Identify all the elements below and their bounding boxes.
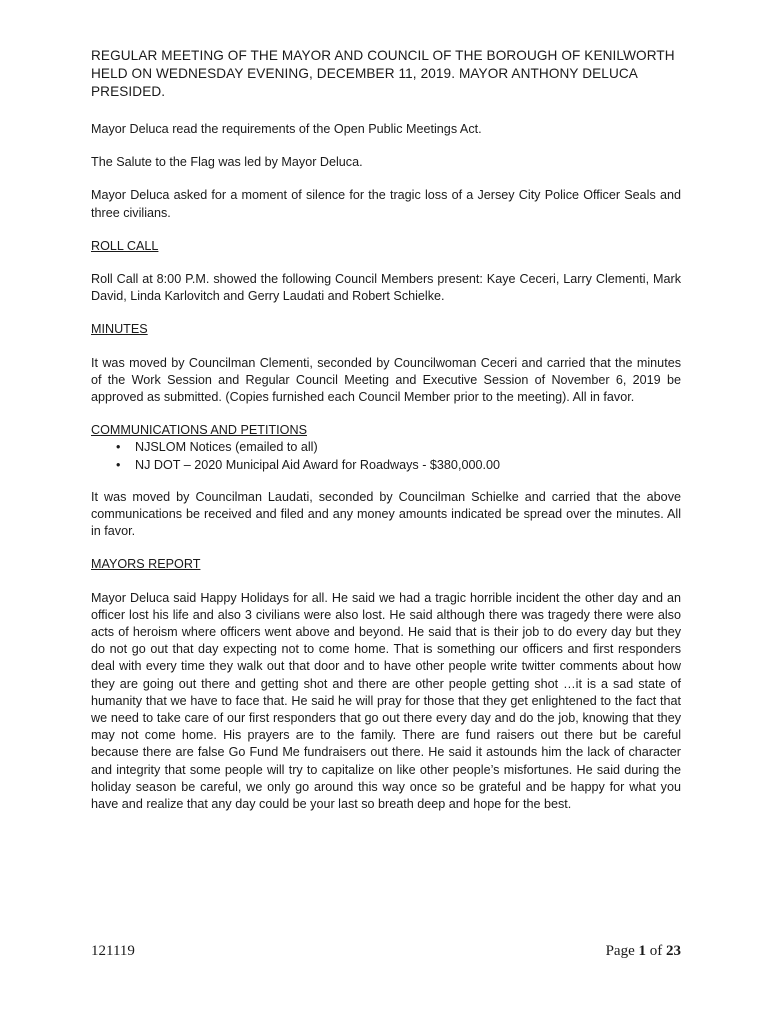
roll-call-text: Roll Call at 8:00 P.M. showed the following Council Members present: Kaye Ceceri, Larry Clementi, Mark David, Linda Karlovitch and Gerry Laudati and Robert Schielke. — [91, 272, 681, 304]
page-indicator — [606, 943, 681, 960]
page-total: 23 — [666, 943, 681, 959]
list-item-text: NJ DOT – 2020 Municipal Aid Award for Roadways - $380,000.00 — [135, 457, 500, 472]
mayors-report-text: Mayor Deluca said Happy Holidays for all. He said we had a tragic horrible incident the other day and an officer lost his life and also 3 civilians were also lost. He said although there was tragedy there were also acts of heroism where officers went above and beyond. He said that is their job to do every day but they do not go out that day expecting not to come home. That is something our officers and first responders deal with every time they walk out that door and to have other people write twitter comments about how they are going out there and getting shot and there are other people getting shot …it is a sad state of humanity that we have to face that. He said he will pray for those that they get enlightened to the fact that we need to take care of our first responders that go out there every day and do the job, knowing that they may not come home. His prayers are to the family. There are fund raisers out there but be careful because there are false Go Fund Me fundraisers out there. He said it astounds him the lack of character and integrity that some people will try to capitalize on like other people’s misfortunes. He said during the holiday season be careful, we only go around this way once so be grateful and be happy for what you have and realize that any day could be your last so breath deep and hope for the best. — [91, 590, 681, 812]
minutes-heading: MINUTES — [91, 322, 148, 337]
footer-date-code: 121119 — [91, 943, 135, 959]
communications-heading: COMMUNICATIONS AND PETITIONS — [91, 423, 307, 438]
intro-paragraph-3: Mayor Deluca asked for a moment of silence for the tragic loss of a Jersey City Police Officer Seals and three civilians. — [91, 188, 681, 220]
bullet-icon: • — [116, 457, 121, 472]
list-item — [91, 439, 681, 456]
document-page — [91, 47, 681, 829]
communications-list — [91, 439, 681, 473]
list-item — [91, 457, 681, 474]
page-number: 1 — [638, 943, 646, 959]
communications-text: It was moved by Councilman Laudati, seconded by Councilman Schielke and carried that the above communications be received and filed and any money amounts indicated be spread over the minutes. All in favor. — [91, 489, 681, 539]
intro-paragraph-2: The Salute to the Flag was led by Mayor Deluca. — [91, 155, 363, 170]
of-word: of — [649, 943, 663, 959]
list-item-text: NJSLOM Notices (emailed to all) — [135, 440, 318, 455]
roll-call-heading: ROLL CALL — [91, 238, 159, 253]
mayors-report-heading: MAYORS REPORT — [91, 557, 201, 572]
intro-paragraph-1: Mayor Deluca read the requirements of the Open Public Meetings Act. — [91, 122, 482, 136]
minutes-text: It was moved by Councilman Clementi, seconded by Councilwoman Ceceri and carried that the minutes of the Work Session and Regular Council Meeting and Executive Session of November 6, 2019 be approved as submitted. (Copies furnished each Council Member prior to the meeting). All in favor. — [91, 355, 681, 405]
meeting-title: REGULAR MEETING OF THE MAYOR AND COUNCIL OF THE BOROUGH OF KENILWORTH HELD ON WEDNESDAY EVENING, DECEMBER 11, 2019. MAYOR ANTHONY DELUCA PRESIDED. — [91, 48, 675, 99]
bullet-icon: • — [116, 440, 121, 455]
page-word: Page — [605, 943, 635, 959]
